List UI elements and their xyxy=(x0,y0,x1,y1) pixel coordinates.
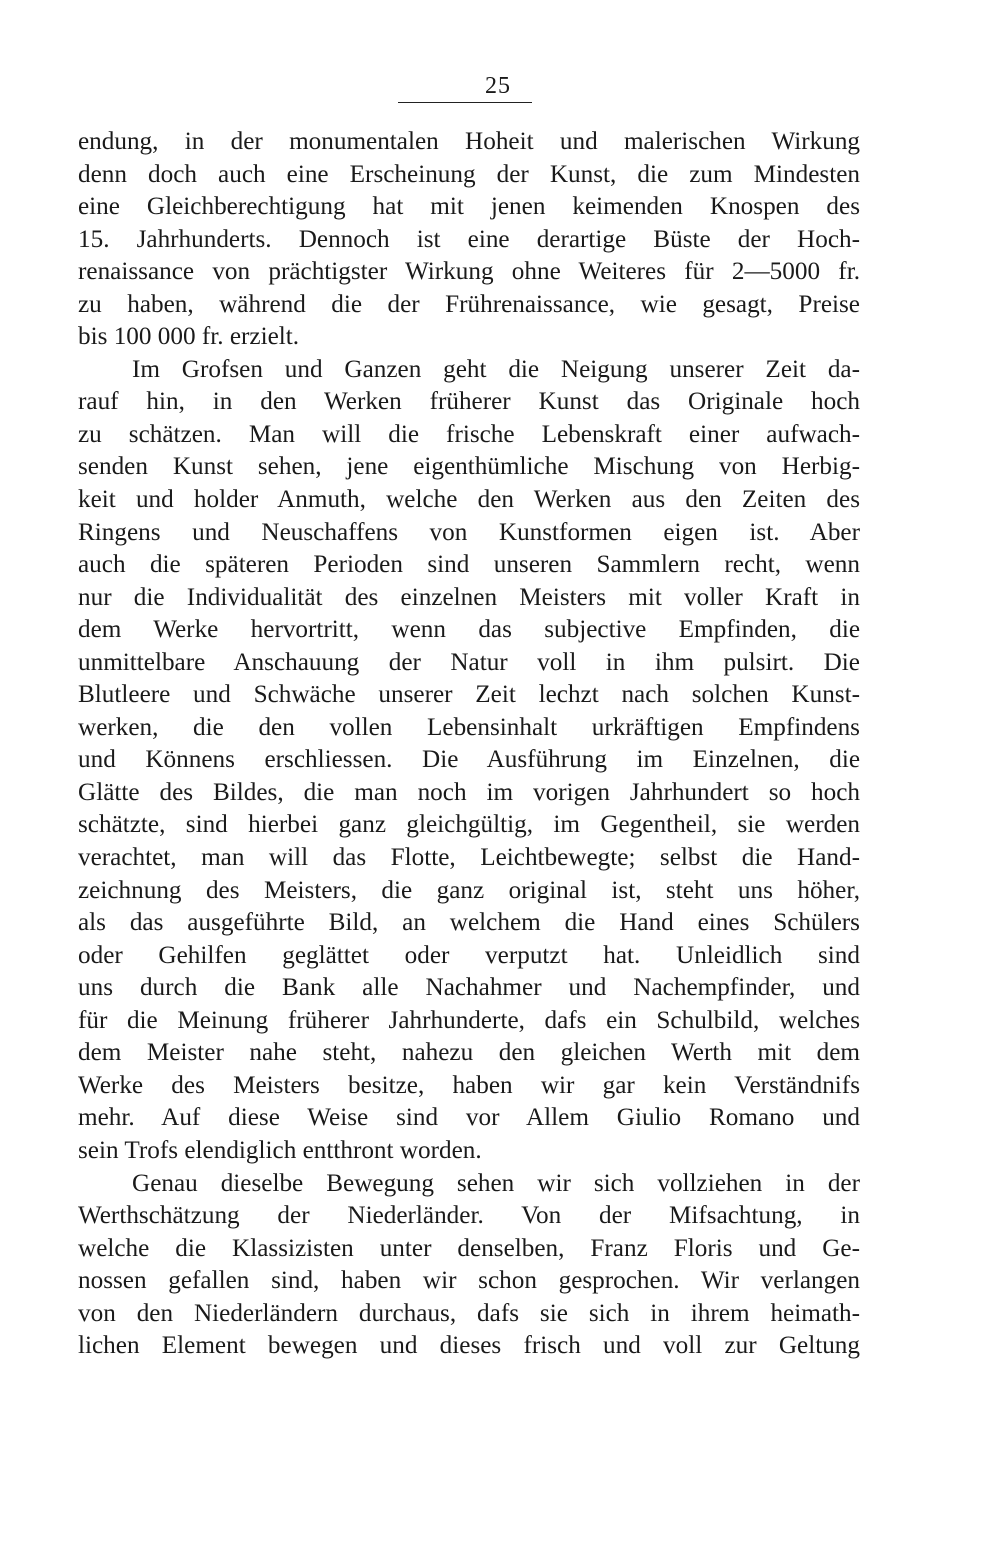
text-line: mehr. Auf diese Weise sind vor Allem Giulio Romano und xyxy=(78,1104,860,1132)
text-line: keit und holder Anmuth, welche den Werken aus den Zeiten des xyxy=(78,486,860,514)
text-line: dem Werke hervortritt, wenn das subjective Empfinden, die xyxy=(78,616,860,644)
text-line: Ringens und Neuschaffens von Kunstformen eigen ist. Aber xyxy=(78,518,860,546)
text-line: denn doch auch eine Erscheinung der Kunst, die zum Mindesten xyxy=(78,160,860,188)
text-line: nur die Individualität des einzelnen Meisters mit voller Kraft in xyxy=(78,583,860,611)
text-line: welche die Klassizisten unter denselben, Franz Floris und Ge- xyxy=(78,1234,860,1262)
paragraph xyxy=(78,1168,860,1363)
text-line: Im Grofsen und Ganzen geht die Neigung unserer Zeit da- xyxy=(132,355,860,383)
text-line: nossen gefallen sind, haben wir schon gesprochen. Wir verlangen xyxy=(78,1267,860,1295)
text-line: 15. Jahrhunderts. Dennoch ist eine derartige Büste der Hoch- xyxy=(78,225,860,253)
text-line: Genau dieselbe Bewegung sehen wir sich vollziehen in der xyxy=(132,1169,860,1197)
text-line: von den Niederländern durchaus, dafs sie sich in ihrem heimath- xyxy=(78,1299,860,1327)
text-line: senden Kunst sehen, jene eigenthümliche Mischung von Herbig- xyxy=(78,453,860,481)
text-line: rauf hin, in den Werken früherer Kunst das Originale hoch xyxy=(78,388,860,416)
text-line: Werthschätzung der Niederländer. Von der Mifsachtung, in xyxy=(78,1202,860,1230)
text-line: renaissance von prächtigster Wirkung ohne Weiteres für 2—5000 fr. xyxy=(78,258,860,286)
text-line: uns durch die Bank alle Nachahmer und Nachempfinder, und xyxy=(78,974,860,1002)
text-line: für die Meinung früherer Jahrhunderte, dafs ein Schulbild, welches xyxy=(78,1006,860,1034)
text-line: eine Gleichberechtigung hat mit jenen keimenden Knospen des xyxy=(78,193,860,221)
paragraph xyxy=(78,126,860,354)
page-number: 25 xyxy=(485,73,511,99)
body-text xyxy=(78,126,860,1363)
text-line: unmittelbare Anschauung der Natur voll in ihm pulsirt. Die xyxy=(78,648,860,676)
header-rule xyxy=(398,102,532,103)
text-line: sein Trofs elendiglich entthront worden. xyxy=(78,1136,482,1164)
text-line: zu haben, während die der Frührenaissance, wie gesagt, Preise xyxy=(78,290,860,318)
text-line: zeichnung des Meisters, die ganz original ist, steht uns höher, xyxy=(78,876,860,904)
text-line: Blutleere und Schwäche unserer Zeit lechzt nach solchen Kunst- xyxy=(78,681,860,709)
text-line: auch die späteren Perioden sind unseren Sammlern recht, wenn xyxy=(78,551,860,579)
text-line: lichen Element bewegen und dieses frisch und voll zur Geltung xyxy=(78,1332,860,1360)
text-line: Glätte des Bildes, die man noch im vorigen Jahrhundert so hoch xyxy=(78,778,860,806)
paragraph xyxy=(78,354,860,1168)
page-header xyxy=(0,72,1000,100)
text-line: werken, die den vollen Lebensinhalt urkräftigen Empfindens xyxy=(78,713,860,741)
text-line: verachtet, man will das Flotte, Leichtbewegte; selbst die Hand- xyxy=(78,844,860,872)
text-line: schätzte, sind hierbei ganz gleichgültig, im Gegentheil, sie werden xyxy=(78,811,860,839)
text-line: und Könnens erschliessen. Die Ausführung im Einzelnen, die xyxy=(78,746,860,774)
text-line: oder Gehilfen geglättet oder verputzt hat. Unleidlich sind xyxy=(78,941,860,969)
text-line: zu schätzen. Man will die frische Lebenskraft einer aufwach- xyxy=(78,420,860,448)
text-line: Werke des Meisters besitze, haben wir gar kein Verständnifs xyxy=(78,1071,860,1099)
text-line: bis 100 000 fr. erzielt. xyxy=(78,323,300,351)
text-line: dem Meister nahe steht, nahezu den gleichen Werth mit dem xyxy=(78,1039,860,1067)
text-line: endung, in der monumentalen Hoheit und malerischen Wirkung xyxy=(78,128,860,155)
text-line: als das ausgeführte Bild, an welchem die Hand eines Schülers xyxy=(78,909,860,937)
